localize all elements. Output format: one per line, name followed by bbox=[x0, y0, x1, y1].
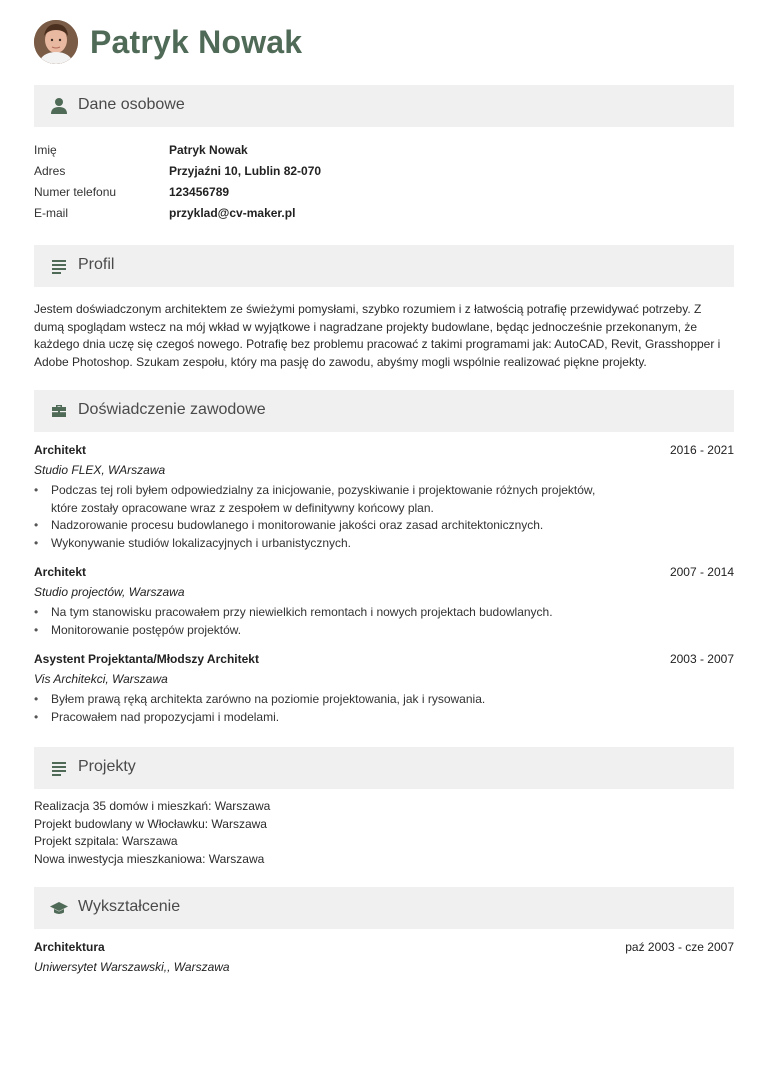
list-item: • Monitorowanie postępów projektów. bbox=[51, 622, 611, 640]
cv-header bbox=[34, 20, 734, 66]
education-entry bbox=[34, 937, 734, 979]
section-title: Wykształcenie bbox=[78, 898, 181, 915]
section-title: Profil bbox=[78, 256, 115, 273]
education-school: Uniwersytet Warszawski,, Warszawa bbox=[34, 960, 230, 974]
job-entry bbox=[34, 649, 734, 726]
job-entry bbox=[34, 562, 734, 639]
candidate-name: Patryk Nowak bbox=[90, 24, 303, 60]
list-item: • Podczas tej roli byłem odpowiedzialny za inicjowanie, pozyskiwanie i projektowanie różnych projektów, które zostały opracowane wraz z zespołem w definitywny końcowy plan. bbox=[51, 482, 611, 517]
personal-label: Numer telefonu bbox=[34, 185, 117, 199]
list-item: • Byłem prawą ręką architekta zarówno na poziomie projektowania, jak i rysowania. bbox=[51, 691, 611, 709]
section-title: Doświadczenie zawodowe bbox=[78, 401, 266, 418]
list-item: • Pracowałem nad propozycjami i modelami. bbox=[51, 709, 611, 727]
personal-value: przyklad@cv-maker.pl bbox=[169, 206, 296, 220]
person-icon bbox=[50, 97, 68, 115]
section-experience-header bbox=[34, 390, 734, 432]
job-title: Architekt bbox=[34, 443, 87, 457]
personal-row bbox=[34, 185, 734, 206]
avatar bbox=[34, 20, 78, 64]
list-item: Projekt szpitala: Warszawa bbox=[34, 834, 178, 848]
job-title: Asystent Projektanta/Młodszy Architekt bbox=[34, 652, 259, 666]
job-duties bbox=[34, 604, 734, 639]
job-duties bbox=[34, 482, 734, 552]
job-company: Studio FLEX, WArszawa bbox=[34, 463, 166, 477]
job-years: 2007 - 2014 bbox=[669, 565, 734, 579]
graduation-cap-icon bbox=[50, 899, 68, 917]
list-item: • Na tym stanowisku pracowałem przy niewielkich remontach i nowych projektach budowlanych. bbox=[51, 604, 611, 622]
section-profile-header bbox=[34, 245, 734, 287]
section-education-header bbox=[34, 887, 734, 929]
section-personal-header bbox=[34, 85, 734, 127]
personal-row bbox=[34, 164, 734, 185]
job-entry bbox=[34, 440, 734, 552]
education-dates: paź 2003 - cze 2007 bbox=[625, 940, 734, 954]
projects-list bbox=[34, 798, 734, 868]
profile-text: Jestem doświadczonym architektem ze świeżymi pomysłami, szybko rozumiem i z łatwością potrafię przewidywać potrzeby. Z dumą spoglądam wstecz na mój wkład w wyjątkowe i nagradzane projekty budowlane, będąc jednocześnie przekonanym, że każdego dnia uczę się czegoś nowego. Potrafię bez problemu pracować z takimi programami jak: AutoCAD, Revit, Grasshopper i Adobe Photoshop. Szukam zespołu, który ma pasję do zawodu, abyśmy mogli wspólnie realizować piękne projekty. bbox=[34, 302, 721, 369]
personal-value: Przyjaźni 10, Lublin 82-070 bbox=[169, 164, 322, 178]
section-title: Dane osobowe bbox=[78, 96, 185, 113]
list-item: Nowa inwestycja mieszkaniowa: Warszawa bbox=[34, 851, 265, 866]
text-lines-icon bbox=[50, 759, 68, 777]
personal-row bbox=[34, 206, 734, 227]
job-years: 2003 - 2007 bbox=[669, 652, 734, 666]
job-company: Vis Architekci, Warszawa bbox=[34, 672, 168, 686]
personal-row bbox=[34, 143, 734, 164]
list-item: • Nadzorowanie procesu budowlanego i monitorowanie jakości oraz zasad architektonicznych. bbox=[51, 517, 611, 535]
personal-label: Adres bbox=[34, 164, 66, 178]
list-item: • Wykonywanie studiów lokalizacyjnych i urbanistycznych. bbox=[51, 535, 611, 553]
job-title: Architekt bbox=[34, 565, 87, 579]
job-duties bbox=[34, 691, 734, 726]
personal-label: E-mail bbox=[34, 206, 69, 220]
job-years: 2016 - 2021 bbox=[669, 443, 734, 457]
education-field: Architektura bbox=[34, 940, 105, 954]
list-item: Realizacja 35 domów i mieszkań: Warszawa bbox=[34, 799, 271, 813]
list-item: Projekt budowlany w Włocławku: Warszawa bbox=[34, 816, 267, 831]
personal-value: 123456789 bbox=[169, 185, 230, 199]
briefcase-icon bbox=[50, 402, 68, 420]
personal-value: Patryk Nowak bbox=[169, 143, 248, 157]
personal-label: Imię bbox=[34, 143, 57, 157]
section-title: Projekty bbox=[78, 758, 136, 775]
job-company: Studio projectów, Warszawa bbox=[34, 585, 185, 599]
text-lines-icon bbox=[50, 257, 68, 275]
section-projects-header bbox=[34, 747, 734, 789]
